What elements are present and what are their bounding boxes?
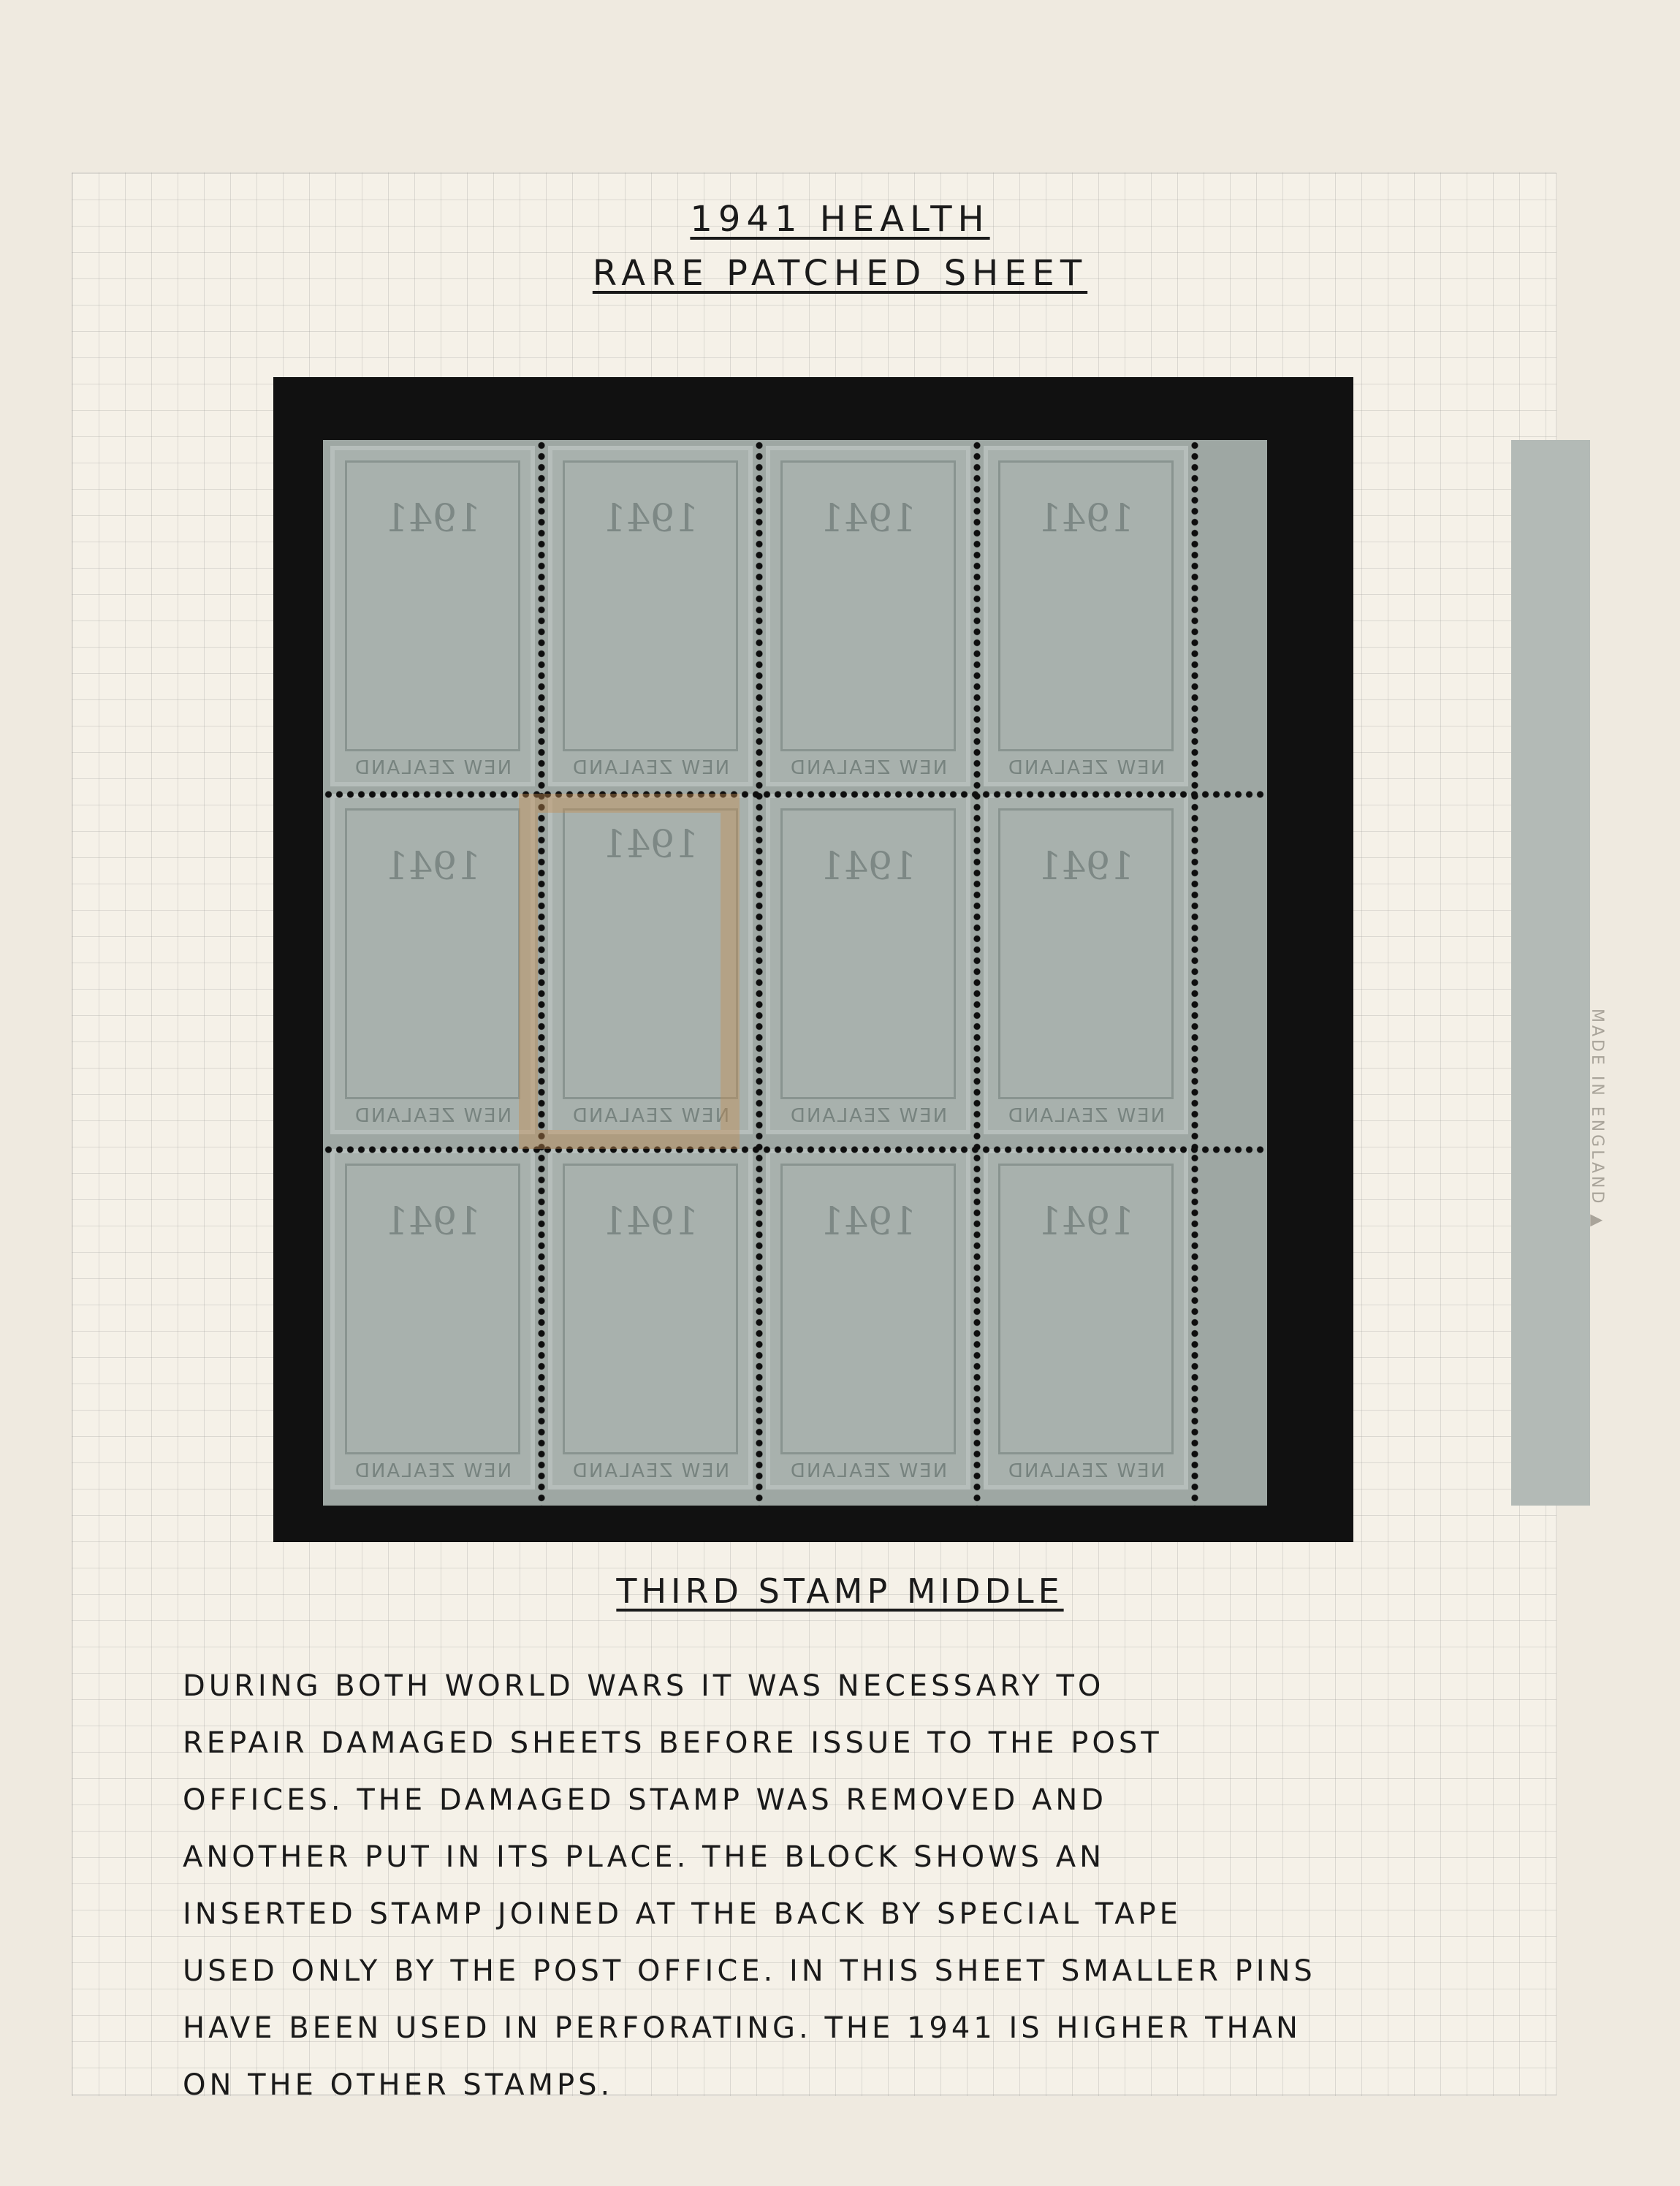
perforation-row [323,789,1267,800]
stamp [330,1149,535,1489]
stamp-year: 1941 [601,497,699,541]
stamp-year: 1941 [384,497,482,541]
stamp-country: NEW ZEALAND [353,757,512,779]
description-line: USED ONLY BY THE POST OFFICE. IN THIS SHEET SMALLER PINS [183,1954,1316,1988]
description-line: INSERTED STAMP JOINED AT THE BACK BY SPECIAL TAPE [183,1897,1182,1931]
page-subtitle-heading: RARE PATCHED SHEET [592,253,1088,294]
stamp-country: NEW ZEALAND [788,1105,948,1127]
stamp-block [323,440,1267,1506]
stamp-country: NEW ZEALAND [571,1105,730,1127]
stamp-country: NEW ZEALAND [353,1460,512,1482]
stamp-year: 1941 [819,1200,917,1244]
stamp [984,794,1188,1134]
stamp [766,794,970,1134]
stamp-year: 1941 [601,1200,699,1244]
stamp-country: NEW ZEALAND [1006,1460,1166,1482]
perforation-column [972,440,982,1506]
stamp [548,1149,753,1489]
sheet-margin [1511,440,1590,1506]
stamp-year: 1941 [1037,497,1135,541]
stamp-year: 1941 [1037,1200,1135,1244]
stamp-country: NEW ZEALAND [1006,757,1166,779]
stamp-country: NEW ZEALAND [788,757,948,779]
description-line: ANOTHER PUT IN ITS PLACE. THE BLOCK SHOWS AN [183,1840,1106,1874]
stamp [766,1149,970,1489]
page-title: 1941 HEALTH [690,199,990,240]
stamp-year: 1941 [384,1200,482,1244]
description-line: DURING BOTH WORLD WARS IT WAS NECESSARY TO [183,1669,1105,1703]
perforation-row [323,1145,1267,1155]
stamp [984,446,1188,786]
stamp-year: 1941 [819,845,917,889]
stamp-country: NEW ZEALAND [571,757,730,779]
description-line: REPAIR DAMAGED SHEETS BEFORE ISSUE TO THE POST [183,1726,1163,1760]
made-in-england-imprint: MADE IN ENGLAND ▲ [1588,1009,1606,1230]
description-text [183,1658,1571,2114]
stamp-country: NEW ZEALAND [571,1460,730,1482]
perforation-column [754,440,764,1506]
stamp-year: 1941 [1037,845,1135,889]
stamp [548,446,753,786]
description-line: OFFICES. THE DAMAGED STAMP WAS REMOVED AND [183,1783,1108,1817]
stamp-year: 1941 [384,845,482,889]
stamp [766,446,970,786]
stamp [984,1149,1188,1489]
description-line: HAVE BEEN USED IN PERFORATING. THE 1941 IS HIGHER THAN [183,2011,1301,2045]
perforation-column [1190,440,1200,1506]
stamp-caption: THIRD STAMP MIDDLE [616,1571,1064,1611]
stamp-year: 1941 [819,497,917,541]
stamp [330,794,535,1134]
stamp [330,446,535,786]
repair-tape [519,794,740,1149]
stamp-country: NEW ZEALAND [788,1460,948,1482]
stamp-year: 1941 [601,823,699,867]
stamp-country: NEW ZEALAND [1006,1105,1166,1127]
description-line: ON THE OTHER STAMPS. [183,2068,614,2102]
stamp-country: NEW ZEALAND [353,1105,512,1127]
